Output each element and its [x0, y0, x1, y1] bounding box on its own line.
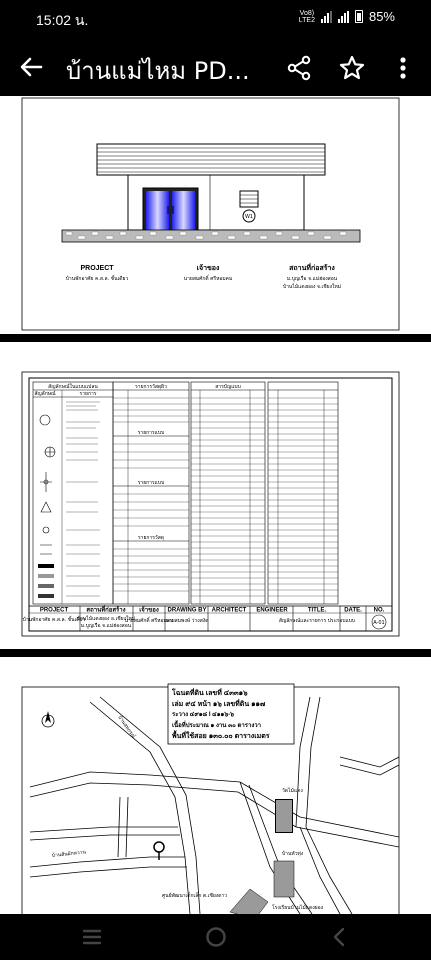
title-block-3-line1: ม.บูญเรือ จ.แม่ฮ่องสอน	[286, 276, 338, 282]
info-line-1: โฉนดที่ดิน เลขที่ ๔๓๓๑๖	[172, 690, 248, 697]
table-d-heading: รายการวัสดุ	[137, 535, 165, 541]
location-pin-icon	[152, 840, 166, 860]
title-block-2-line1: นายสมศักดิ์ ศรีหอมคม	[183, 276, 233, 282]
share-icon[interactable]	[286, 55, 312, 81]
title-block-3-title: สถานที่ก่อสร้าง	[289, 265, 335, 272]
info-line-3: ระวาง ๔๙๑๘ I ๔๑๑๖-๖	[172, 712, 234, 718]
table-c-heading: รายการแบบ	[137, 480, 165, 486]
more-vert-icon[interactable]	[394, 54, 412, 82]
map-label-temple: วัดไม้แดง	[282, 788, 303, 794]
tb-project-value: บ้านพักอาศัย ค.ส.ล. ชั้นเดียว	[22, 617, 86, 623]
info-line-5: พื้นที่ใช้สอย ๑๓๐.๐๐ ตารางเมตร	[172, 733, 270, 740]
tb-drawing-by-label: DRAWING BY	[167, 607, 207, 614]
map-label-school: ศูนย์พัฒนาเด็กเล็ก ต.เชียงดาว	[162, 893, 228, 899]
tb-engineer-label: ENGINEER	[256, 607, 288, 614]
info-line-2: เล่ม ๙๔ หน้า ๑๖ เลขที่ดิน ๑๑๗	[172, 701, 266, 708]
arrow-left-icon[interactable]	[16, 52, 46, 82]
symbols-col-mark: สัญลักษณ์	[34, 391, 56, 397]
recent-apps-icon[interactable]	[80, 925, 104, 949]
battery-icon	[355, 10, 363, 23]
tb-date-label: DATE.	[344, 607, 362, 614]
app-bar	[0, 38, 431, 96]
window-tag: W1	[244, 214, 254, 220]
signal-1-icon	[321, 11, 332, 23]
tb-title-value: สัญลักษณ์และรายการ ประกอบแบบ	[278, 618, 356, 624]
tb-owner-value: นายสมศักดิ์ ศรีหอมคม	[124, 618, 174, 624]
symbols-heading: สัญลักษณ์ในแบบแปลน	[48, 384, 98, 390]
title-block-1-title: PROJECT	[80, 265, 114, 272]
north-arrow-icon	[40, 709, 56, 731]
status-bar	[0, 0, 431, 38]
title-block-3-line2: บ้านไม้แดงผอง จ.เชียงใหม่	[282, 284, 342, 290]
map-label-road-top: บ้านสหกรณ์	[116, 714, 137, 740]
pdf-viewer[interactable]	[0, 96, 431, 914]
tb-no-label: NO.	[373, 607, 385, 614]
tb-architect-label: ARCHITECT	[211, 607, 247, 614]
table-a-heading: รายการวัสดุผิว	[135, 384, 167, 390]
tb-sheet-no: A-01	[373, 620, 385, 626]
schedule-sheet-drawing	[0, 342, 431, 649]
tb-owner-label: เจ้าของ	[139, 607, 159, 614]
temple-building	[275, 799, 293, 833]
symbols-col-desc: รายการ	[79, 391, 97, 397]
tb-drawing-by-value: นายสมพงษ์ ว่างสงัด	[165, 618, 209, 624]
tb-site-label: สถานที่ก่อสร้าง	[86, 607, 126, 614]
title-block-2-title: เจ้าของ	[196, 265, 220, 272]
map-label-village-right: บ้านหัวทุ่ง	[282, 851, 304, 857]
pdf-page-1[interactable]	[0, 96, 431, 334]
pdf-page-2[interactable]	[0, 342, 431, 649]
info-line-4: เนื้อที่ประมาณ ๑ งาน ๓๐ ตารางวา	[172, 723, 262, 729]
home-circle-icon[interactable]	[204, 925, 228, 949]
page-separator	[0, 334, 431, 342]
nav-back-icon[interactable]	[328, 925, 352, 949]
tb-site-line2: ม.บูญเรือ จ.แม่ฮ่องสอน	[80, 623, 132, 629]
status-indicators	[299, 9, 395, 24]
system-nav-bar	[0, 914, 431, 960]
page-separator	[0, 649, 431, 657]
tb-title-label: TITLE.	[307, 607, 327, 614]
battery-percent: 85%	[368, 9, 395, 24]
map-label-road-left: บ้านสันผักหวาน	[51, 849, 87, 859]
document-title: บ้านแม่ไหม PD...	[66, 57, 250, 85]
table-e-heading: สารบัญแบบ	[215, 384, 241, 390]
tb-project-label: PROJECT	[39, 607, 69, 614]
tb-site-line1: บ้านไม้แดงผอง อ.เชียงใหม่	[76, 616, 136, 622]
star-outline-icon[interactable]	[338, 54, 366, 82]
volte-indicator: Vo8) LTE2	[298, 9, 315, 24]
table-b-heading: รายการแบบ	[137, 430, 165, 436]
signal-2-icon	[338, 11, 349, 23]
pdf-page-3[interactable]	[0, 657, 431, 914]
status-time: 15:02 น.	[36, 12, 89, 28]
site-map-drawing	[0, 657, 431, 914]
map-label-bottom-right: โรงเรียนบ้านไม้แดงผอง	[272, 905, 324, 911]
title-block-1-line1: บ้านพักอาศัย ค.ส.ล. ชั้นเดียว	[65, 276, 129, 282]
elevation-drawing	[0, 96, 431, 334]
